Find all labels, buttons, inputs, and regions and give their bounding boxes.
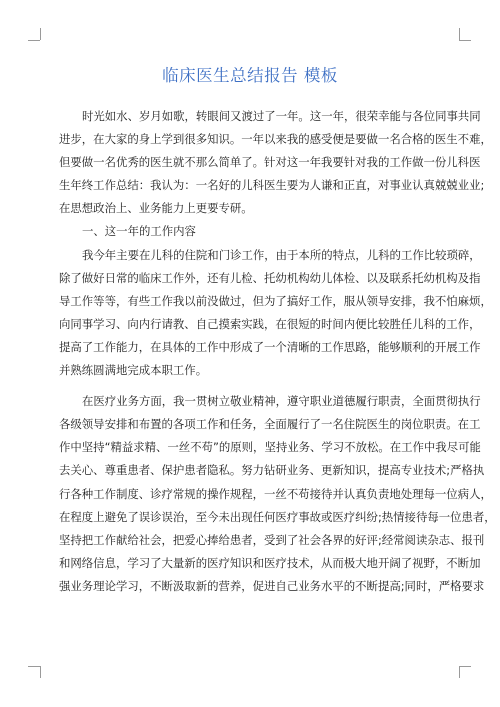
paragraph-line: 提高了工作能力，在具体的工作中形成了一个清晰的工作思路，能够顺利的开展工作 — [59, 339, 481, 354]
crop-mark-bottom-left — [28, 666, 40, 667]
paragraph-line: 进步，在大家的身上学到很多知识。一年以来我的感受便是要做一名合格的医生不难， — [59, 132, 492, 147]
paragraph-line: 但要做一名优秀的医生就不那么简单了。针对这一年我要针对我的工作做一份儿科医 — [59, 155, 481, 170]
paragraph-line: 在程度上避免了误诊误治，至今未出现任何医疗事故或医疗纠纷;热情接待每一位患者， — [59, 509, 496, 524]
paragraph-line: 在医疗业务方面，我一贯树立敬业精神，遵守职业道德履行职责，全面贯彻执行 — [82, 394, 481, 409]
paragraph-line: 去关心、尊重患者、保护患者隐私。努力钻研业务、更新知识，提高专业技术;严格执 — [59, 463, 485, 478]
paragraph-line: 行各种工作制度、诊疗常规的操作规程，一丝不苟接待并认真负责地处理每一位病人， — [59, 486, 492, 501]
paragraph-line: 除了做好日常的临床工作外，还有儿检、托幼机构幼儿体检、以及联系托幼机构及指 — [59, 270, 481, 285]
paragraph-line: 生年终工作总结：我认为：一名好的儿科医生要为人谦和正直，对事业认真兢兢业业; — [59, 178, 485, 193]
crop-mark-bottom-right-vertical — [459, 666, 460, 678]
crop-mark-top-right-vertical — [459, 28, 460, 40]
paragraph-line: 时光如水、岁月如歌，转眼间又渡过了一年。这一年，很荣幸能与各位同事共同 — [82, 109, 481, 123]
paragraph-line: 各级领导安排和布置的各项工作和任务，全面履行了一名住院医生的岗位职责。在工 — [59, 417, 481, 432]
document-body — [59, 105, 496, 598]
crop-mark-top-right — [459, 40, 471, 41]
crop-mark-bottom-left-vertical — [40, 666, 41, 678]
paragraph-line: 并熟练圆满地完成本职工作。 — [59, 363, 208, 378]
paragraph-gap — [59, 382, 447, 390]
paragraph-line: 导工作等等，有些工作我以前没做过，但为了搞好工作，服从领导安排，我不怕麻烦， — [59, 293, 492, 308]
section-heading: 一、这一年的工作内容 — [82, 224, 196, 239]
crop-mark-top-left — [28, 40, 40, 41]
crop-mark-top-left-vertical — [40, 28, 41, 40]
paragraph-line: 坚持把工作献给社会，把爱心捧给患者，受到了社会各界的好评;经常阅读杂志、报刊 — [59, 532, 485, 547]
paragraph-line: 向同事学习、向内行请教、自己摸索实践，在很短的时间内便比较胜任儿科的工作， — [59, 316, 481, 331]
crop-mark-bottom-right — [459, 666, 471, 667]
paragraph-line: 在思想政治上、业务能力上更要专研。 — [59, 201, 253, 216]
paragraph-line: 和网络信息，学习了大量新的医疗知识和医疗技术，从而极大地开阔了视野，不断加 — [59, 555, 481, 570]
document-title: 临床医生总结报告 模板 — [162, 66, 338, 85]
paragraph-line: 作中坚持“精益求精、一丝不苟”的原则，坚持业务、学习不放松。在工作中我尽可能 — [59, 440, 481, 455]
paragraph-line: 强业务理论学习，不断汲取新的营养，促进自己业务水平的不断提高;同时，严格要求 — [59, 578, 485, 593]
paragraph-line: 我今年主要在儿科的住院和门诊工作，由于本所的特点，儿科的工作比较琐碎， — [82, 247, 481, 262]
